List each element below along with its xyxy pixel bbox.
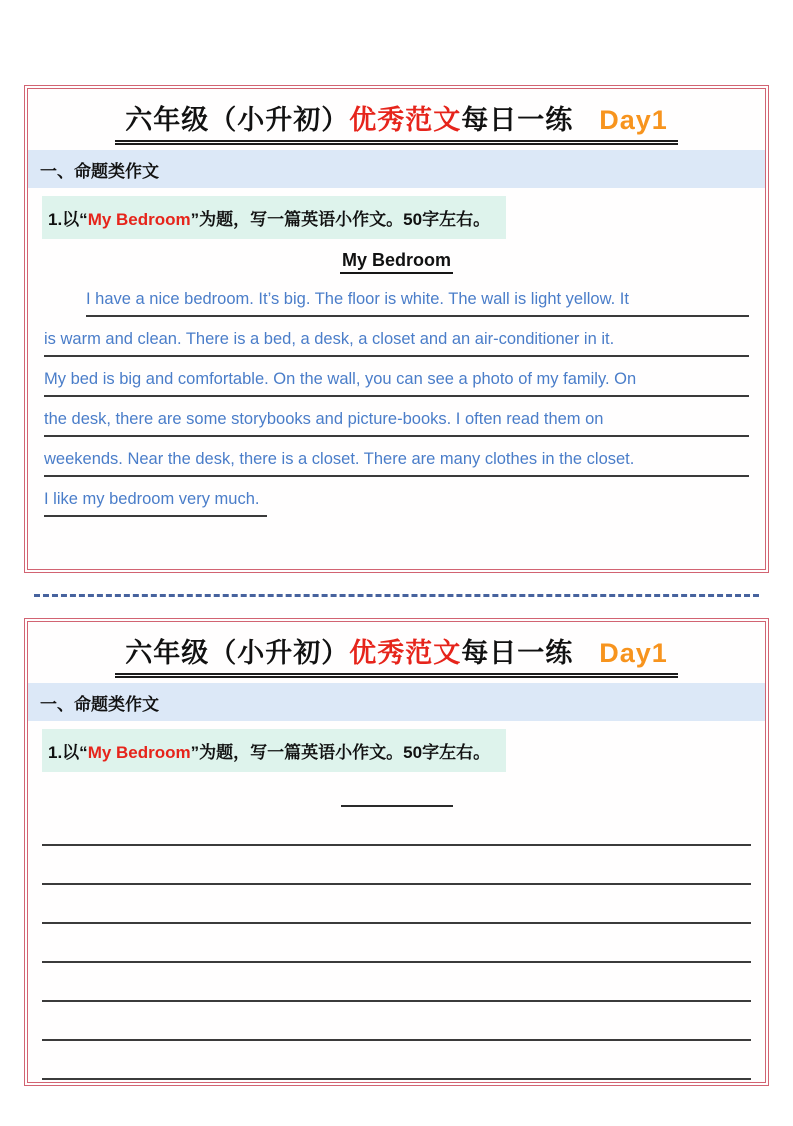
essay-line: the desk, there are some storybooks and picture-books. I often read them on — [44, 397, 749, 437]
title-highlight-text: 优秀范文 — [349, 105, 462, 135]
essay-line: I have a nice bedroom. It’s big. The floor is white. The wall is light yellow. It — [86, 277, 749, 317]
question-suffix: ”为题，写一篇英语小作文。50字左右。 — [190, 743, 491, 762]
title-suffix-text: 每日一练 — [461, 638, 574, 668]
question-topic: My Bedroom — [87, 210, 191, 229]
writing-line — [42, 924, 751, 963]
title-highlight-text: 优秀范文 — [349, 638, 462, 668]
category-bar: 一、命题类作文 — [28, 683, 765, 721]
question-prefix: 1.以“ — [48, 743, 88, 762]
question-row — [42, 729, 751, 772]
category-bar: 一、命题类作文 — [28, 150, 765, 188]
question-topic: My Bedroom — [87, 743, 191, 762]
day-badge: Day1 — [599, 105, 668, 135]
question-row — [42, 196, 751, 239]
question-text — [42, 196, 506, 239]
question-text — [42, 729, 506, 772]
essay-line: weekends. Near the desk, there is a closet. There are many clothes in the closet. — [44, 437, 749, 477]
essay-title: My Bedroom — [28, 250, 765, 274]
worksheet-title — [38, 631, 755, 678]
writing-lines — [42, 807, 751, 1082]
day-badge: Day1 — [599, 638, 668, 668]
essay-line: My bed is big and comfortable. On the wall, you can see a photo of my family. On — [44, 357, 749, 397]
separator-dashed-line — [34, 594, 759, 597]
writing-line — [42, 807, 751, 846]
answer-section-box — [24, 85, 769, 573]
title-grade-text: 六年级（小升初） — [125, 105, 350, 135]
question-suffix: ”为题，写一篇英语小作文。50字左右。 — [190, 210, 491, 229]
title-underline — [115, 98, 678, 145]
essay-line: I like my bedroom very much. — [44, 477, 267, 517]
worksheet-title — [38, 98, 755, 145]
title-suffix-text: 每日一练 — [461, 105, 574, 135]
essay-lines — [44, 277, 749, 517]
writing-line — [42, 963, 751, 1002]
title-grade-text: 六年级（小升初） — [125, 638, 350, 668]
writing-line — [42, 1002, 751, 1041]
writing-line — [42, 885, 751, 924]
practice-section-box — [24, 618, 769, 1086]
essay-line: is warm and clean. There is a bed, a desk, a closet and an air-conditioner in it. — [44, 317, 749, 357]
question-prefix: 1.以“ — [48, 210, 88, 229]
writing-line — [42, 846, 751, 885]
writing-line — [42, 1041, 751, 1080]
title-underline — [115, 631, 678, 678]
